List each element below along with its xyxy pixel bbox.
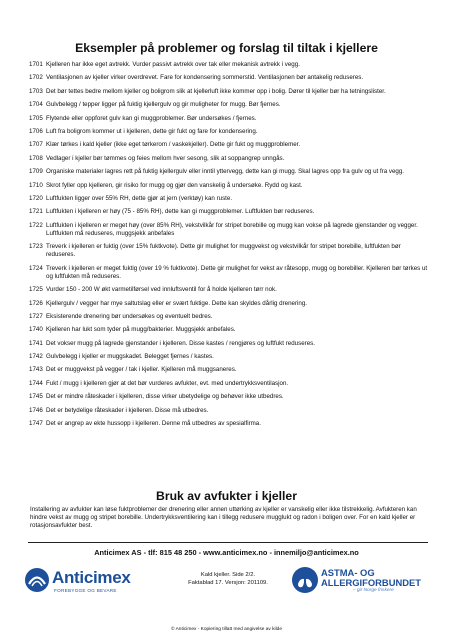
item-text: Luftfukten i kjelleren er meget høy (over 85% RH), vekstvilkår for stripet borebille og mugg kan vokse på lagrede gjenstander og vegger. Luftfukten må reduseres, muggsjekk anbefales (46, 221, 418, 237)
item-text: Klær tørkes i kald kjeller (ikke eget tørkerom / vaskekjeller). Dette gir fukt og muggproblemer. (46, 141, 301, 149)
item-text: Vedlager i kjeller bør tømmes og feies mellom hver sesong, slik at soppangrep unngås. (46, 154, 285, 162)
doc-info-line: Kald kjeller. Side 2/2. (200, 572, 256, 578)
list-item (29, 353, 429, 361)
document-info (176, 572, 280, 587)
item-code: 1726 (29, 299, 43, 307)
item-code: 1747 (29, 420, 43, 428)
item-text: Treverk i kjelleren er fuktig (over 15% fuktkvote). Dette gir mulighet for muggvekst og vekstvilkår for stripet borebille, luftfukten bør reduseres. (46, 243, 401, 259)
lungs-emblem-icon (291, 566, 319, 594)
item-text: Fukt / mugg i kjelleren gjør at det bør vurderes avfukter, evt. med undertrykksventilasjon. (46, 379, 289, 387)
item-text: Kjellergulv / vegger har mye saltutslag eller er svært fuktige. Dette kan skyldes dårlig drenering. (46, 299, 308, 307)
item-code: 1701 (29, 61, 43, 68)
item-text: Gulvbelegg i kjeller er muggskadet. Belegget fjernes / kastes. (46, 353, 214, 361)
section-title: Bruk av avfukter i kjeller (156, 489, 297, 503)
item-text: Kjelleren har ikke eget avtrekk. Vurder passivt avtrekk over tak eller mekanisk avtrekk i vegg. (46, 61, 300, 68)
list-item (29, 286, 429, 294)
item-code: 1744 (29, 379, 43, 387)
list-item (29, 155, 429, 163)
item-code: 1704 (29, 101, 43, 109)
list-item (29, 393, 429, 401)
anticimex-wordmark: Anticimex (52, 568, 131, 587)
contact-line: Anticimex AS - tlf: 815 48 250 - www.anticimex.no - innemiljo@anticimex.no (94, 548, 359, 557)
item-code: 1702 (29, 74, 43, 82)
list-item (29, 407, 429, 415)
item-text: Treverk i kjelleren er meget fuktig (over 19 % fuktkvote). Dette gir mulighet for vekst av råtesopp, mugg og borebiller. Kjelleren bør tørkes ut og luftfukten må reduseres. (46, 264, 428, 280)
list-item (29, 101, 429, 109)
anticimex-emblem-icon (24, 567, 50, 593)
item-text: Det er muggvekst på vegger / tak i kjeller. Kjelleren må muggsaneres. (46, 366, 237, 374)
item-code: 1743 (29, 366, 43, 374)
item-code: 1723 (29, 243, 43, 251)
item-code: 1740 (29, 326, 43, 334)
list-item (29, 168, 429, 176)
problem-list (29, 61, 429, 433)
item-code: 1706 (29, 127, 43, 135)
list-item (29, 243, 429, 259)
item-code: 1709 (29, 168, 43, 176)
item-text: Vurder 150 - 200 W økt varmetilførsel ved innluftsventil for å holde kjelleren tørr nok. (46, 286, 277, 294)
org-slogan: – gir Norge friskere (353, 588, 394, 593)
list-item (29, 74, 429, 82)
list-item (29, 380, 429, 388)
list-item (29, 340, 429, 348)
list-item (29, 313, 429, 321)
item-code: 1703 (29, 87, 43, 95)
intro-paragraph: Installering av avfukter kan løse fuktproblemer der drenering eller annen uttørking av kjeller er vanskelig eller ikke tilstrekkelig. Avfukteren kan hindre vekst av mugg og stripet borebille. Undertrykksventilering kan i tillegg redusere mugglukt og radon i boligen over. For en kald kjeller er rotasjonsavfukter best. (30, 506, 417, 530)
item-text: Det vokser mugg på lagrede gjenstander i kjelleren. Disse kastes / rengjøres og luftfukt reduseres. (46, 339, 315, 347)
item-code: 1742 (29, 353, 43, 361)
astma-allergiforbundet-logo (291, 566, 441, 596)
item-text: Luftfukten i kjelleren er høy (75 - 85% RH), dette kan gi muggproblemer. Luftfukten bør reduseres. (46, 208, 315, 216)
anticimex-logo (22, 566, 167, 596)
copyright-notice: © Anticimex - Kopiering tillatt med angivelse av kilde (171, 627, 282, 632)
item-text: Eksisterende drenering bør undersøkes og eventuelt bedres. (46, 312, 213, 320)
item-code: 1725 (29, 286, 43, 294)
page-title: Eksempler på problemer og forslag til tiltak i kjellere (75, 41, 378, 55)
item-code: 1705 (29, 114, 43, 122)
item-code: 1741 (29, 339, 43, 347)
list-item (29, 300, 429, 308)
item-text: Det er betydelige råteskader i kjelleren. Disse må utbedres. (46, 406, 209, 414)
org-name-line1: ASTMA- OG (321, 567, 375, 578)
anticimex-tagline: FOREBYGGE OG BEVARE (54, 588, 117, 593)
item-code: 1710 (29, 181, 43, 189)
item-code: 1746 (29, 406, 43, 414)
list-item (29, 366, 429, 374)
item-code: 1721 (29, 208, 43, 216)
item-text: Flytende eller oppforet gulv kan gi muggproblemer. Bør undersøkes / fjernes. (46, 114, 257, 122)
item-text: Det bør tettes bedre mellom kjeller og boligrom slik at kjellerluft ikke kommer opp i bolig. Dører til kjeller bør ha tetningslister. (46, 87, 386, 95)
list-item (29, 265, 429, 281)
item-code: 1722 (29, 221, 43, 229)
list-item (29, 420, 429, 428)
item-text: Organiske materialer lagres rett på fuktig kjellergulv eller inntil yttervegg, dette kan gi mugg. Skal lagres opp fra gulv og ut fra vegg. (46, 168, 405, 176)
item-code: 1745 (29, 393, 43, 401)
footer-divider (28, 542, 428, 543)
list-item (29, 88, 429, 96)
list-item (29, 222, 429, 238)
item-text: Luft fra boligrom kommer ut i kjelleren, dette gir fukt og fare for kondensering. (46, 127, 258, 135)
item-code: 1727 (29, 312, 43, 320)
item-text: Skrot fyller opp kjelleren, gir risiko for mugg og gjør den vanskelig å undersøke. Rydd og kast. (46, 181, 303, 189)
item-code: 1724 (29, 264, 43, 272)
list-item (29, 208, 429, 216)
list-item (29, 195, 429, 203)
list-item (29, 182, 429, 190)
item-text: Gulvbelegg / tepper ligger på fuktig kjellergulv og gir muligheter for mugg. Bør fjernes. (46, 101, 281, 109)
item-code: 1720 (29, 194, 43, 202)
item-text: Ventilasjonen av kjeller virker overdrevet. Fare for kondensering sommerstid. Ventilasjonen bør antakelig reduseres. (46, 74, 364, 82)
item-text: Kjelleren har lukt som tyder på mugg/bakterier. Muggsjekk anbefales. (46, 326, 236, 334)
item-code: 1707 (29, 141, 43, 149)
item-text: Det er mindre råteskader i kjelleren, disse virker ubetydelige og behøver ikke utbedres. (46, 393, 284, 401)
item-code: 1708 (29, 154, 43, 162)
list-item (29, 115, 429, 123)
org-name-line2: ALLERGIFORBUNDET (321, 577, 421, 588)
doc-info-line: Faktablad 17. Versjon: 201109. (188, 579, 268, 586)
item-text: Det er angrep av ekte hussopp i kjelleren. Denne må utbedres av spesialfirma. (46, 420, 261, 428)
list-item (29, 61, 429, 69)
list-item (29, 128, 429, 136)
list-item (29, 141, 429, 149)
item-text: Luftfukten ligger over 55% RH, dette gjør at jern (verktøy) kan ruste. (46, 194, 233, 202)
list-item (29, 326, 429, 334)
